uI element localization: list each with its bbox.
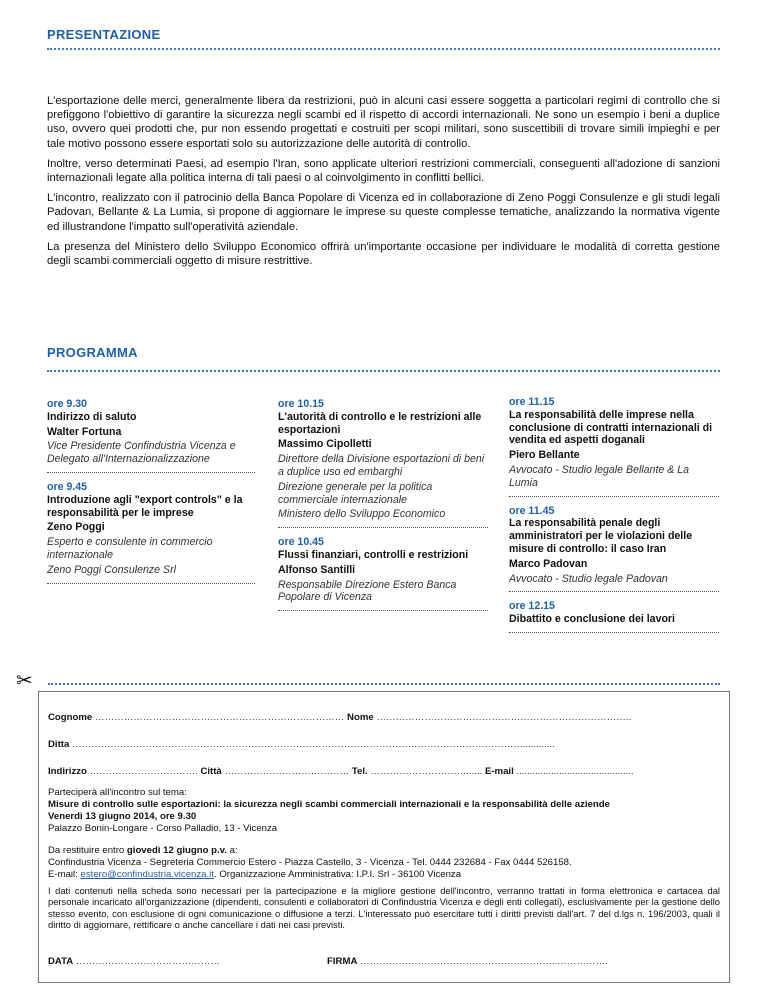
program-separator [509, 591, 719, 592]
return-date: giovedì 12 giugno p.v. [126, 845, 227, 856]
form-row-ditta [48, 739, 555, 751]
email-prefix: E-mail: [48, 869, 81, 880]
program-time: ore 9.30 [47, 398, 88, 410]
cognome-label: Cognome [48, 712, 93, 723]
section-divider [47, 370, 720, 372]
program-role: Direttore della Divisione esportazioni di beni a duplice uso ed embarghi [278, 453, 485, 478]
program-item [509, 505, 719, 593]
citta-field[interactable]: ………………………………… [224, 766, 350, 777]
data-field[interactable]: ……………………………………… [75, 956, 220, 967]
intro-paragraph: L'incontro, realizzato con il patrocinio della Banca Popolare di Vicenza ed in collaborazione di Zeno Poggi Consulenze e gli studi legali Padovan, Bellante & La Lumia, si propone di aggiornare le imprese su queste complesse tematiche, analizzando la normativa vigente ed illustrandone l'impatto sull'operatività aziendale. [47, 192, 720, 233]
cut-line [48, 683, 720, 685]
form-row-firma [327, 956, 608, 968]
segreteria-contact: Confindustria Vicenza - Segreteria Commercio Estero - Piazza Castello, 3 - Vicenza - Tel. 0444 232684 - Fax 0444 526158. [48, 857, 572, 868]
program-separator [47, 583, 255, 584]
program-speaker: Piero Bellante [509, 449, 580, 462]
program-time: ore 10.15 [278, 398, 324, 410]
program-role: Direzione generale per la politica commerciale internazionale [278, 480, 433, 506]
program-role: Responsabile Direzione Estero Banca Popolare di Vicenza [278, 578, 457, 604]
program-speaker: Walter Fortuna [47, 425, 122, 438]
section-divider [47, 48, 720, 50]
partecipera-text: Parteciperà all'incontro sul tema: [48, 787, 187, 798]
ditta-field[interactable]: ……………………………………………………………………………………………………………………………............ [72, 739, 555, 750]
program-time: ore 10.45 [278, 536, 324, 549]
tel-field[interactable]: …………………………...... [370, 766, 483, 777]
registration-form [38, 691, 730, 983]
form-row-signature [48, 956, 220, 968]
ditta-label: Ditta [48, 739, 70, 750]
privacy-notice: I dati contenuti nella scheda sono necessari per la partecipazione e la migliore gestione dell'incontro, verranno trattati in forma elettronica e cartacea dal personale incaricato all'organizzazione (dipendenti, consulenti e collaboratori di Confindustria Vicenza e degli enti collegati), esclusivamente per la gestione dello stesso evento, con esclusione di ogni comunicazione o diffusione a terzi. L'interessato può esercitare tutti i diritti previsti dall'art. 7 del d.lgs n. 196/2003, quali il diritto di aggiornare, rettificare o anche cancellare i dati nei casi previsti. [48, 885, 720, 931]
program-separator [278, 610, 488, 611]
return-suffix: a: [226, 845, 238, 856]
program-speaker: Zeno Poggi [47, 521, 105, 534]
firma-field[interactable]: ……………………………………………………..……………. [360, 956, 608, 967]
indirizzo-field[interactable]: ……………………………. [89, 766, 198, 777]
form-row-address [48, 766, 634, 778]
program-time: ore 11.45 [509, 504, 555, 517]
program-time: ore 12.15 [509, 600, 555, 613]
program-column-3 [509, 396, 719, 641]
program-title: Introduzione agli "export controls" e la responsabilità per le imprese [47, 493, 243, 519]
program-title: L'autorità di controllo e le restrizioni alle esportazioni [278, 410, 482, 436]
program-item [509, 396, 719, 497]
indirizzo-label: Indirizzo [48, 766, 87, 777]
program-speaker: Alfonso Santilli [278, 563, 356, 576]
program-item [47, 481, 255, 584]
program-role: Avvocato - Studio legale Padovan [509, 572, 668, 585]
program-item [47, 398, 255, 473]
form-row-name [48, 712, 631, 724]
program-title: Indirizzo di saluto [47, 410, 137, 423]
section-title-programma: PROGRAMMA [47, 345, 138, 360]
program-separator [278, 527, 488, 528]
program-column-2 [278, 398, 488, 619]
cognome-field[interactable]: …………………………………………………………………… [94, 712, 345, 723]
program-time: ore 11.15 [509, 396, 555, 408]
intro-paragraph: Inoltre, verso determinati Paesi, ad esempio l'Iran, sono applicate ulteriori restrizioni commerciali, conseguenti all'adozione di sanzioni internazionali legate alla politica interna di tali paesi o al coinvolgimento in conflitti bellici. [47, 157, 720, 185]
program-separator [47, 472, 255, 473]
email-field[interactable]: ............................................ [516, 766, 634, 777]
program-item [278, 536, 488, 611]
program-title: Flussi finanziari, controlli e restrizioni [278, 548, 469, 561]
event-location: Palazzo Bonin-Longare - Corso Palladio, 13 - Vicenza [48, 823, 278, 834]
program-item [509, 600, 719, 633]
program-separator [509, 496, 719, 497]
section-title-presentazione: PRESENTAZIONE [47, 27, 161, 42]
intro-paragraph: L'esportazione delle merci, generalmente libera da restrizioni, può in alcuni casi essere soggetta a particolari regimi di controllo che si prefiggono l'obiettivo di garantire la sicurezza negli scambi ed il rispetto di accordi internazionali. Ne sono un esempio i beni a duplice uso, ovvero quei prodotti che, pur non essendo progettati e costruiti per scopi militari, sono suscettibili di trovare simili impieghi e per tale motivo possono essere esportati solo su autorizzazione delle autorità di controllo. [47, 95, 720, 150]
email-label: E-mail [484, 766, 514, 777]
email-line [48, 869, 461, 881]
nome-field[interactable]: …………………………………………………………………….. [376, 712, 632, 723]
program-title: Dibattito e conclusione dei lavori [509, 613, 675, 626]
program-item [278, 398, 488, 528]
program-title: La responsabilità penale degli amministratori per le violazioni delle misure di controllo: il caso Iran [509, 517, 693, 555]
program-speaker: Marco Padovan [509, 557, 588, 570]
program-role: Vice Presidente Confindustria Vicenza e Delegato all'Internazionalizzazione [47, 440, 236, 466]
program-role: Ministero dello Sviluppo Economico [278, 508, 446, 521]
program-time: ore 9.45 [47, 480, 88, 493]
program-role: Zeno Poggi Consulenze Srl [47, 563, 176, 576]
firma-label: FIRMA [327, 956, 358, 967]
intro-text [47, 94, 720, 274]
program-title: La responsabilità delle imprese nella conclusione di contratti internazionali di vendita ed aspetti doganali [509, 408, 713, 447]
scissors-icon: ✂ [16, 670, 33, 692]
program-role: Avvocato - Studio legale Bellante & La Lumia [509, 463, 690, 489]
data-label: DATA [48, 956, 74, 967]
event-date: Venerdì 13 giugno 2014, ore 9.30 [48, 811, 197, 822]
email-link[interactable]: estero@confindustria.vicenza.it [80, 869, 214, 880]
return-prefix: Da restituire entro [48, 845, 127, 856]
program-speaker: Massimo Cipolletti [278, 438, 372, 451]
citta-label: Città [200, 766, 222, 777]
program-separator [509, 632, 719, 633]
email-suffix: . Organizzazione Amministrativa: I.P.I. Srl - 36100 Vicenza [213, 869, 462, 880]
program-column-1 [47, 398, 255, 592]
intro-paragraph: La presenza del Ministero dello Sviluppo Economico offrirà un'importante occasione per individuare le modalità di corretta gestione degli scambi commerciali oggetto di misure restrittive. [47, 240, 720, 268]
nome-label: Nome [347, 712, 374, 723]
event-theme: Misure di controllo sulle esportazioni: la sicurezza negli scambi commerciali internazionali e la responsabilità delle aziende [48, 799, 610, 810]
tel-label: Tel. [351, 766, 368, 777]
return-deadline [48, 845, 238, 857]
program-role: Esperto e consulente in commercio internazionale [47, 536, 213, 561]
